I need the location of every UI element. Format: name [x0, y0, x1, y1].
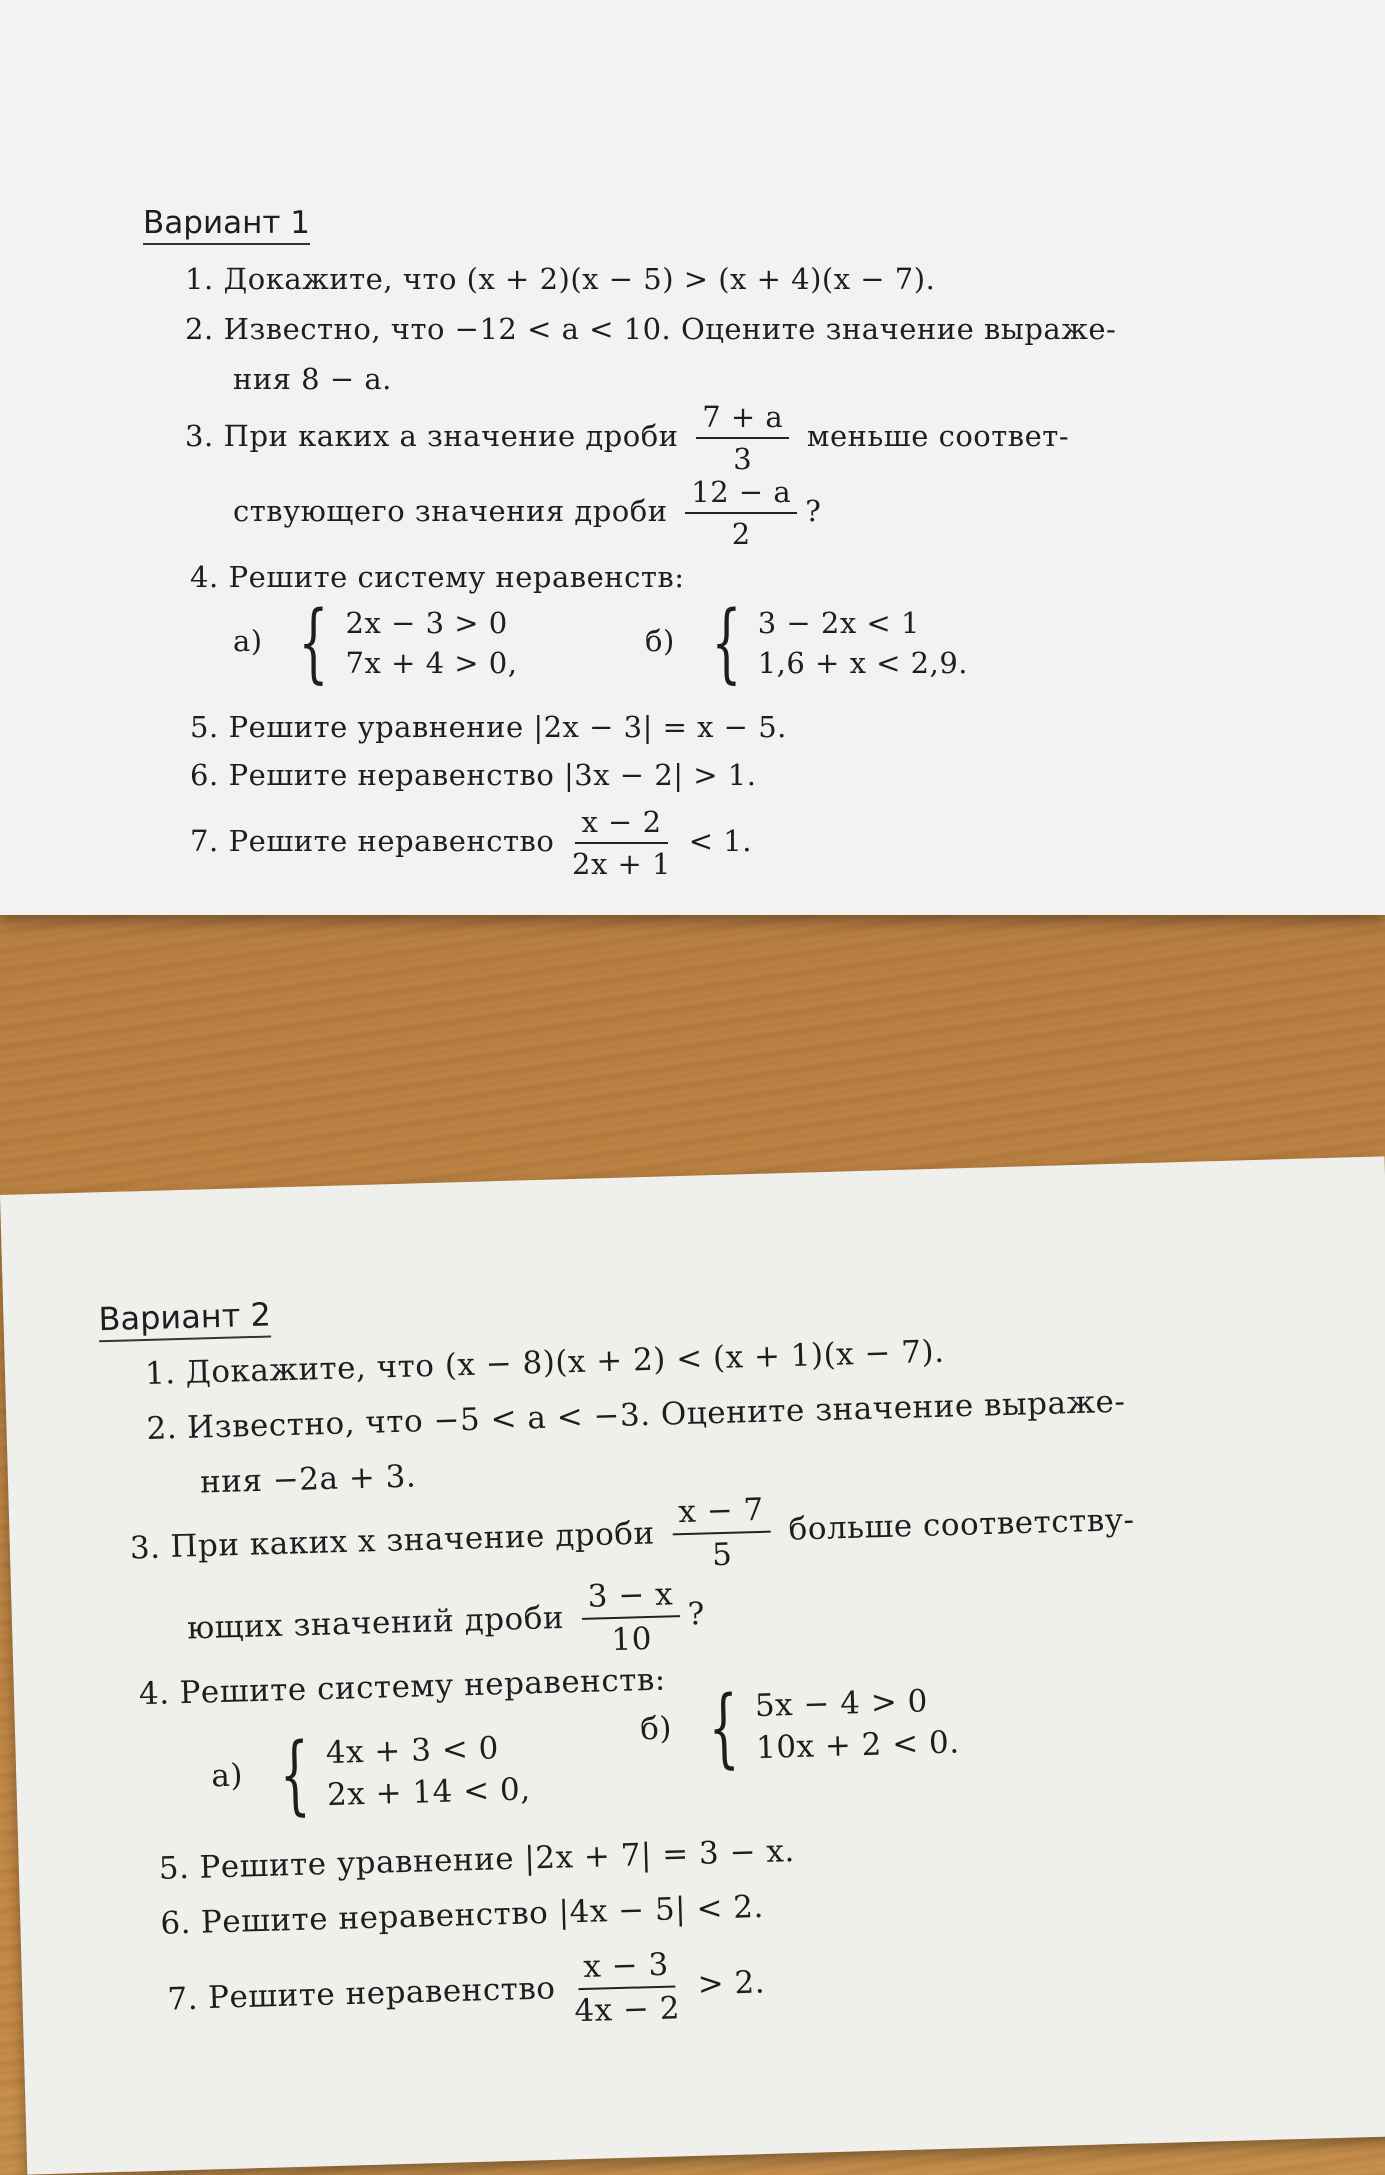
- task-number: 5.: [158, 1849, 190, 1887]
- brace-icon: {: [707, 1677, 741, 1779]
- task-3-continued: [186, 1575, 706, 1669]
- task-7: [166, 1944, 766, 2041]
- task-number: 5.: [190, 710, 219, 744]
- numerator: 12 − a: [685, 475, 797, 514]
- numerator: x − 7: [672, 1492, 770, 1536]
- fraction: [572, 805, 671, 881]
- task-text: Решите неравенство |4x − 5| < 2.: [200, 1888, 765, 1941]
- system: [266, 1724, 532, 1826]
- inequality: 10x + 2 < 0.: [755, 1724, 961, 1767]
- system-label: а): [210, 1756, 244, 1794]
- task-number: 6.: [190, 758, 219, 792]
- denominator: 2x + 1: [572, 847, 672, 881]
- variant-1-title: Вариант 1: [143, 205, 310, 245]
- task-text: Решите неравенство: [207, 1970, 556, 2016]
- task-text: ющих значений дроби: [186, 1599, 565, 1647]
- system-b: [639, 1677, 961, 1779]
- task-number: 3.: [185, 419, 214, 453]
- numerator: x − 3: [577, 1946, 675, 1990]
- task-2-continued: ния −2a + 3.: [199, 1458, 417, 1501]
- numerator: 3 − x: [581, 1576, 679, 1620]
- fraction: [581, 1576, 681, 1659]
- system-a: [210, 1724, 532, 1826]
- task-text: ?: [687, 1595, 706, 1633]
- task-1: [145, 1334, 945, 1392]
- task-text: Решите уравнение |2x + 7| = 3 − x.: [198, 1833, 796, 1886]
- variant-1-sheet: [0, 0, 1385, 915]
- task-4: [190, 560, 684, 594]
- task-1: [185, 262, 935, 296]
- denominator: 5: [711, 1536, 733, 1574]
- denominator: 10: [610, 1620, 653, 1659]
- variant-2-sheet: [0, 1156, 1385, 2174]
- system-a: [233, 593, 518, 693]
- task-text: Решите систему неравенств:: [228, 560, 685, 594]
- system-label: б): [639, 1709, 673, 1747]
- inequality: 2x − 3 > 0: [345, 606, 508, 640]
- task-text: < 1.: [688, 824, 752, 858]
- brace-icon: {: [278, 1724, 312, 1826]
- fraction: [696, 400, 789, 476]
- task-number: 3.: [129, 1529, 161, 1567]
- fraction: [672, 1492, 772, 1575]
- task-text: больше соответству-: [788, 1501, 1135, 1548]
- task-text: Решите уравнение |2x − 3| = x − 5.: [228, 710, 787, 744]
- task-text: Известно, что −5 < a < −3. Оцените значение выраже-: [186, 1383, 1126, 1446]
- task-text: меньше соответ-: [806, 419, 1070, 453]
- task-text: Докажите, что (x − 8)(x + 2) < (x + 1)(x − 7).: [185, 1333, 945, 1391]
- task-5: [190, 710, 787, 744]
- task-7: [190, 805, 752, 881]
- task-number: 7.: [190, 824, 219, 858]
- task-3: [185, 400, 1069, 476]
- denominator: 2: [731, 517, 751, 551]
- numerator: x − 2: [575, 805, 667, 844]
- brace-icon: {: [298, 593, 330, 693]
- task-3-continued: [233, 475, 821, 551]
- system-label: а): [233, 624, 263, 658]
- task-text: Докажите, что (x + 2)(x − 5) > (x + 4)(x − 7).: [223, 262, 936, 296]
- task-number: 4.: [138, 1675, 171, 1713]
- inequality: 4x + 3 < 0: [325, 1730, 500, 1772]
- fraction: [685, 475, 797, 551]
- inequality: 5x − 4 > 0: [754, 1683, 929, 1725]
- task-text: Решите неравенство: [228, 824, 555, 858]
- task-number: 2.: [146, 1410, 178, 1447]
- denominator: 3: [733, 442, 753, 476]
- task-text: Решите неравенство |3x − 2| > 1.: [228, 758, 757, 792]
- task-5: [158, 1833, 795, 1887]
- task-2: [185, 312, 1116, 346]
- inequality: 1,6 + x < 2,9.: [757, 646, 969, 680]
- brace-icon: {: [710, 593, 742, 693]
- numerator: 7 + a: [696, 400, 789, 439]
- task-2-continued: ния 8 − a.: [233, 362, 392, 396]
- task-number: 1.: [144, 1355, 177, 1393]
- task-number: 2.: [185, 312, 214, 346]
- task-text: > 2.: [697, 1964, 766, 2003]
- system: [699, 593, 969, 693]
- task-number: 1.: [185, 262, 214, 296]
- task-number: 7.: [167, 1980, 199, 2018]
- system-label: б): [645, 624, 675, 658]
- inequality: 3 − 2x < 1: [757, 606, 920, 640]
- task-text: При каких x значение дроби: [169, 1515, 656, 1565]
- system: [286, 593, 518, 693]
- denominator: 4x − 2: [573, 1990, 681, 2030]
- task-number: 4.: [190, 560, 219, 594]
- task-2: [146, 1384, 1126, 1447]
- task-6: [160, 1889, 764, 1942]
- task-number: 6.: [159, 1904, 192, 1942]
- task-text: ствующего значения дроби: [233, 494, 668, 528]
- inequality: 2x + 14 < 0,: [326, 1771, 532, 1814]
- task-4: [138, 1662, 666, 1713]
- inequality: 7x + 4 > 0,: [345, 646, 518, 680]
- system-b: [645, 593, 969, 693]
- variant-2-title: Вариант 2: [98, 1295, 271, 1342]
- system: [695, 1677, 961, 1779]
- task-text: Решите систему неравенств:: [179, 1661, 667, 1712]
- task-text: Известно, что −12 < a < 10. Оцените значение выраже-: [223, 312, 1117, 346]
- task-text: При каких a значение дроби: [223, 419, 679, 453]
- task-6: [190, 758, 756, 792]
- fraction: [573, 1946, 681, 2029]
- task-text: ?: [805, 494, 822, 528]
